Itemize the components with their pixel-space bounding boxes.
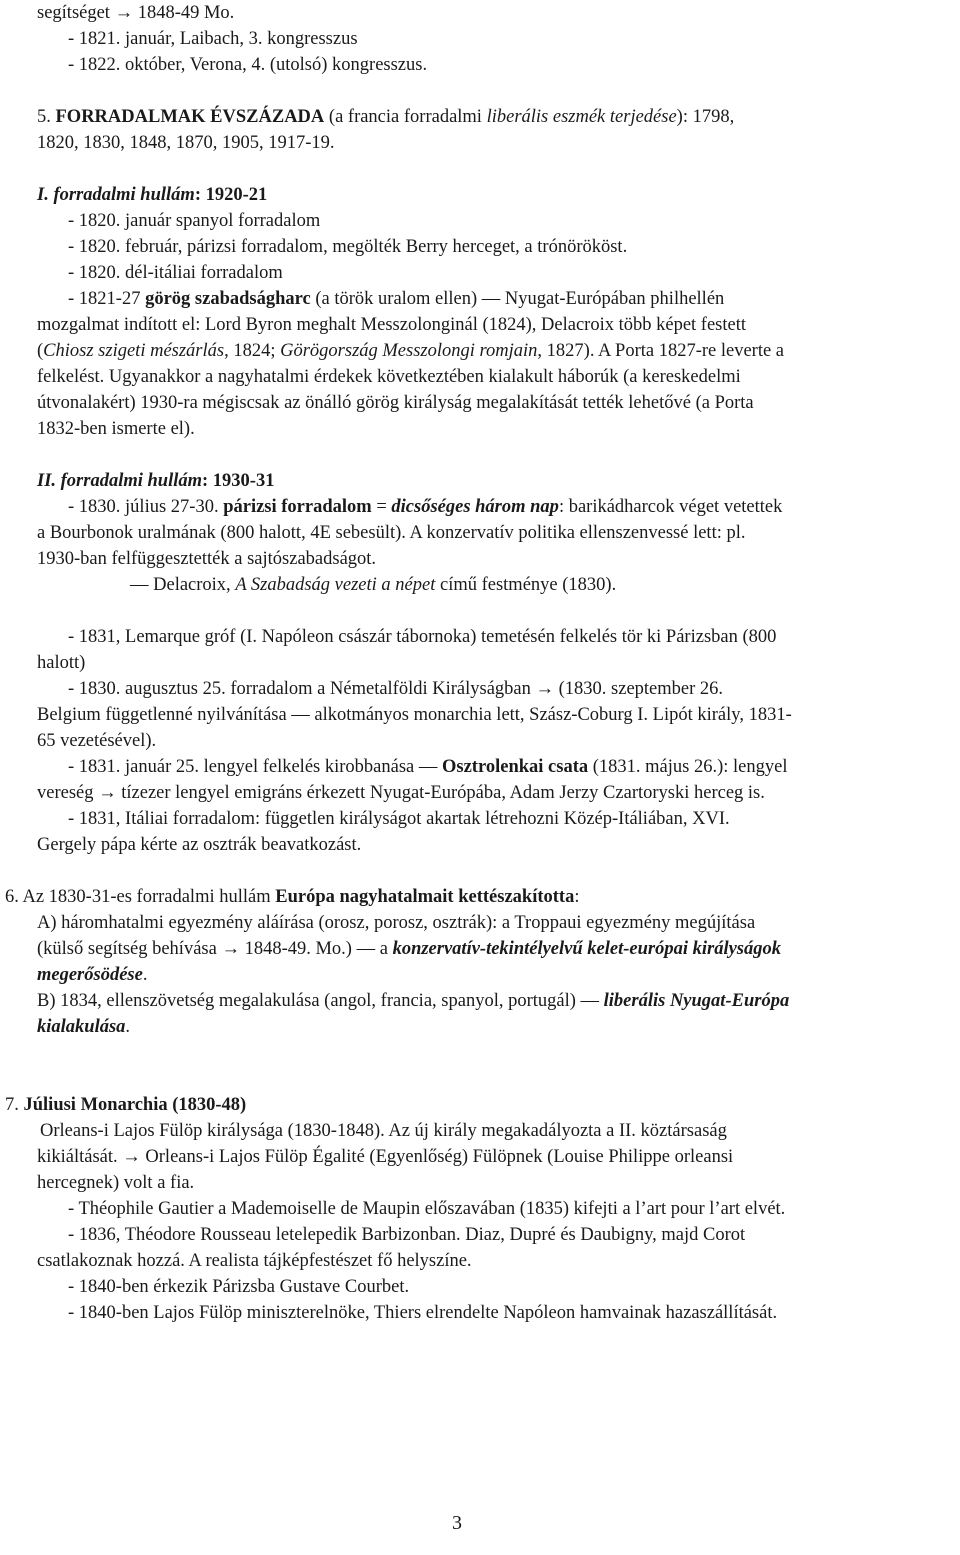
- text-run: görög szabadságharc: [145, 289, 311, 309]
- text-run: II. forradalmi hullám: [37, 471, 203, 491]
- text-line: [68, 1196, 785, 1222]
- text-run: - 1820. január spanyol forradalom: [68, 211, 321, 231]
- text-run: 6. Az 1830-31-es forradalmi hullám: [5, 887, 276, 907]
- text-run: Európa nagyhatalmait kettészakította: [275, 887, 575, 907]
- text-run: liberális Nyugat-Európa: [603, 991, 790, 1011]
- text-run: FORRADALMAK ÉVSZÁZADA: [55, 107, 325, 127]
- text-line: [37, 416, 195, 442]
- text-run: I. forradalmi hullám: [37, 185, 195, 205]
- text-line: [37, 546, 376, 572]
- text-run: (külső segítség behívása → 1848-49. Mo.) ― a: [37, 939, 393, 959]
- text-run: - 1822. október, Verona, 4. (utolsó) kongresszus.: [68, 55, 428, 75]
- text-line: [37, 182, 267, 208]
- text-line: [68, 1274, 409, 1300]
- text-line: [37, 936, 781, 962]
- text-run: :: [194, 185, 206, 205]
- text-line: [37, 390, 754, 416]
- text-line: [37, 520, 745, 546]
- text-run: Gergely pápa kérte az osztrák beavatkozást.: [37, 835, 362, 855]
- text-line: [68, 754, 787, 780]
- text-line: [37, 338, 784, 364]
- text-run: ― Delacroix,: [130, 575, 236, 595]
- text-run: B) 1834, ellenszövetség megalakulása (angol, francia, spanyol, portugál) ―: [37, 991, 604, 1011]
- text-run: 1920-21: [205, 185, 268, 205]
- text-line: [37, 832, 361, 858]
- text-run: Görögország Messzolongi romjain: [280, 341, 538, 361]
- text-run: - 1831, Lemarque gróf (I. Napóleon császár tábornoka) temetésén felkelés tör ki Párizsban (800: [68, 627, 777, 647]
- text-run: - 1836, Théodore Rousseau letelepedik Barbizonban. Diaz, Dupré és Daubigny, majd Corot: [68, 1225, 746, 1245]
- text-run: - 1820. február, párizsi forradalom, megölték Berry herceget, a trónörököst.: [68, 237, 628, 257]
- text-run: .: [142, 965, 148, 985]
- text-run: - 1821-27: [68, 289, 146, 309]
- text-run: halott): [37, 653, 86, 673]
- text-run: 1832-ben ismerte el).: [37, 419, 195, 439]
- text-line: [68, 208, 320, 234]
- text-run: megerősödése: [37, 965, 143, 985]
- text-run: (a török uralom ellen) ― Nyugat-Európában philhellén: [310, 289, 725, 309]
- text-run: csatlakoznak hozzá. A realista tájképfestészet fő helyszíne.: [37, 1251, 472, 1271]
- text-run: vereség → tízezer lengyel emigráns érkezett Nyugat-Európába, Adam Jerzy Czartoryski herceg is.: [37, 783, 765, 803]
- text-run: - 1821. január, Laibach, 3. kongresszus: [68, 29, 358, 49]
- text-run: , 1827). A Porta 1827-re leverte a: [537, 341, 785, 361]
- text-run: Chiosz szigeti mészárlás: [43, 341, 225, 361]
- text-run: a Bourbonok uralmának (800 halott, 4E sebesült). A konzervatív politika ellenszenvessé lett: pl.: [37, 523, 746, 543]
- text-run: (a francia forradalmi: [324, 107, 487, 127]
- text-run: kialakulása: [37, 1017, 126, 1037]
- text-line: [37, 0, 234, 26]
- text-run: A Szabadság vezeti a népet: [235, 575, 436, 595]
- text-line: [68, 234, 627, 260]
- text-run: 7.: [5, 1095, 24, 1115]
- text-line: [37, 1248, 472, 1274]
- text-run: liberális eszmék terjedése: [486, 107, 677, 127]
- text-line: [37, 780, 765, 806]
- text-line: [68, 676, 723, 702]
- text-run: - 1840-ben érkezik Párizsba Gustave Courbet.: [68, 1277, 410, 1297]
- text-run: A) háromhatalmi egyezmény aláírása (orosz, porosz, osztrák): a Troppaui egyezmény megújítása: [37, 913, 756, 933]
- text-run: kikiáltását. → Orleans-i Lajos Fülöp Égalité (Egyenlőség) Fülöpnek (Louise Philippe orleansi: [37, 1147, 734, 1167]
- text-run: - 1831, Itáliai forradalom: független királyságot akartak létrehozni Közép-Itáliában, XVI.: [68, 809, 730, 829]
- text-run: : barikádharcok véget vetettek: [558, 497, 783, 517]
- text-line: [37, 1144, 733, 1170]
- text-line: [37, 364, 741, 390]
- text-run: Belgium függetlenné nyilvánítása ― alkotmányos monarchia lett, Szász-Coburg I. Lipót király, 1831-: [37, 705, 792, 725]
- text-line: [68, 624, 776, 650]
- text-line: [68, 26, 358, 52]
- text-run: 5.: [37, 107, 56, 127]
- text-line: [37, 130, 335, 156]
- text-run: felkelést. Ugyanakkor a nagyhatalmi érdekek következtében kialakult háborúk (a kereskedelmi: [37, 367, 741, 387]
- text-run: 1820, 1830, 1848, 1870, 1905, 1917-19.: [37, 133, 335, 153]
- text-run: - 1840-ben Lajos Fülöp miniszterelnöke, Thiers elrendelte Napóleon hamvainak hazaszállítását.: [68, 1303, 778, 1323]
- text-run: 1930-ban felfüggesztették a sajtószabadságot.: [37, 549, 377, 569]
- text-run: Osztrolenkai csata: [442, 757, 589, 777]
- text-run: : 1930-31: [202, 471, 275, 491]
- text-line: [37, 1170, 194, 1196]
- text-line: [68, 494, 782, 520]
- text-line: [68, 1300, 777, 1326]
- text-line: [37, 468, 274, 494]
- text-line: [68, 806, 730, 832]
- text-run: című festménye (1830).: [435, 575, 617, 595]
- text-line: [5, 1092, 246, 1118]
- text-run: konzervatív-tekintélyelvű kelet-európai királyságok: [392, 939, 781, 959]
- text-run: - 1831. január 25. lengyel felkelés kirobbanása ―: [68, 757, 442, 777]
- text-line: [68, 286, 724, 312]
- text-run: Júliusi Monarchia (1830-48): [23, 1095, 247, 1115]
- text-run: (1831. május 26.): lengyel: [588, 757, 788, 777]
- text-line: [130, 572, 616, 598]
- text-run: - Théophile Gautier a Mademoiselle de Maupin előszavában (1835) kifejti a l’art pour l’art elvét.: [68, 1199, 786, 1219]
- text-line: [40, 1118, 727, 1144]
- text-run: mozgalmat indított el: Lord Byron meghalt Messzolonginál (1824), Delacroix több képet festett: [37, 315, 746, 335]
- text-run: .: [125, 1017, 131, 1037]
- text-run: 65 vezetésével).: [37, 731, 157, 751]
- text-line: [37, 910, 755, 936]
- text-line: [37, 962, 147, 988]
- text-run: segítséget → 1848-49 Mo.: [37, 3, 235, 23]
- text-line: [68, 1222, 745, 1248]
- text-line: [37, 702, 792, 728]
- page-number: 3: [452, 1512, 462, 1534]
- text-run: útvonalakért) 1930-ra mégiscsak az önálló görög királyság megalakítását tették lehetővé (a Porta: [37, 393, 754, 413]
- text-run: (: [37, 341, 44, 361]
- text-line: [37, 728, 156, 754]
- text-run: párizsi forradalom: [223, 497, 372, 517]
- text-run: ): 1798,: [676, 107, 735, 127]
- text-run: , 1824;: [224, 341, 281, 361]
- text-run: :: [574, 887, 580, 907]
- text-line: [37, 1014, 130, 1040]
- text-run: Orleans-i Lajos Fülöp királysága (1830-1848). Az új király megakadályozta a II. köztársaság: [40, 1121, 727, 1141]
- text-line: [5, 884, 579, 910]
- text-run: - 1830. július 27-30.: [68, 497, 224, 517]
- text-run: hercegnek) volt a fia.: [37, 1173, 195, 1193]
- text-run: - 1830. augusztus 25. forradalom a Németalföldi Királyságban → (1830. szeptember 26.: [68, 679, 724, 699]
- text-run: - 1820. dél-itáliai forradalom: [68, 263, 283, 283]
- text-line: [37, 104, 734, 130]
- text-line: [68, 260, 283, 286]
- text-line: [37, 988, 789, 1014]
- text-line: [68, 52, 427, 78]
- text-run: dicsőséges három nap: [391, 497, 559, 517]
- text-run: =: [371, 497, 392, 517]
- text-line: [37, 650, 85, 676]
- text-line: [37, 312, 746, 338]
